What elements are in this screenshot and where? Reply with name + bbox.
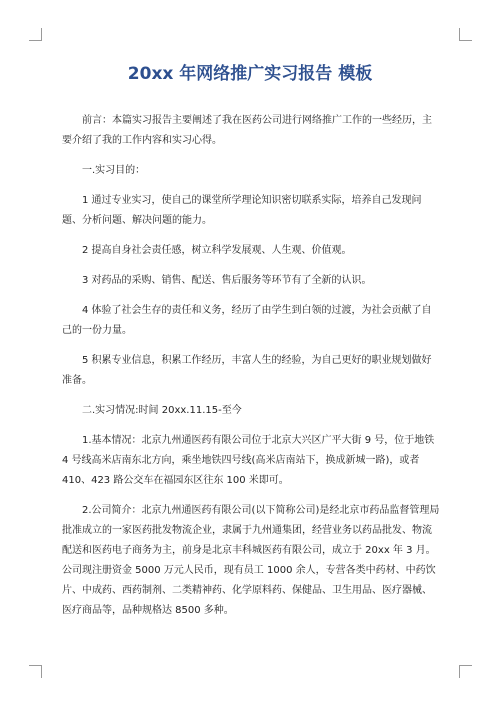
paragraph: 2 提高自身社会责任感，树立科学发展观、人生观、价值观。: [82, 245, 352, 256]
paragraph-section-heading: 一.实习目的：: [82, 165, 146, 176]
paragraph: 1 通过专业实习，使自己的课堂所学理论知识密切联系实际，培养自己发现问题、分析问题、解决问题的能力。: [62, 195, 422, 226]
paragraph-section-heading: 二.实习情况:时间 20xx.11.15-至今: [82, 405, 242, 416]
paragraph-preface: 前言：本篇实习报告主要阐述了我在医药公司进行网络推广工作的一些经历，主要介绍了我的工作内容和实习心得。: [62, 115, 432, 146]
document-title: 20xx 年网络推广实习报告 模板: [127, 64, 373, 84]
paragraph: 4 体验了社会生存的责任和义务，经历了由学生到白领的过渡，为社会贡献了自己的一份力量。: [62, 305, 432, 336]
document-body: [62, 111, 440, 631]
crop-mark-bottom-right: [459, 665, 472, 678]
crop-mark-top-right: [459, 28, 472, 41]
paragraph: 3 对药品的采购、销售、配送、售后服务等环节有了全新的认识。: [82, 275, 372, 286]
crop-mark-top-left: [29, 28, 42, 41]
paragraph: 2.公司简介：北京九州通医药有限公司(以下简称公司)是经北京市药品监督管理局批准成立的一家医药批发物流企业，隶属于九州通集团，经营业务以药品批发、物流配送和医药电子商务为主，前身是北京丰科城医药有限公司，成立于 20xx 年 3 月。公司现注册资金 5000 万元人民币，现有员工 1000 余人，专营各类中药材、中药饮片、中成药、西药制剂、二类精神药、化学原料药、保健品、卫生用品、医疗器械、医疗商品等，品种规格达 8500 多种。: [62, 505, 440, 616]
paragraph: 5 积累专业信息，积累工作经历，丰富人生的经验，为自己更好的职业规划做好准备。: [62, 355, 432, 386]
paragraph: 1.基本情况：北京九州通医药有限公司位于北京大兴区广平大街 9 号，位于地铁 4 号线高米店南东北方向，乘坐地铁四号线(高米店南站下，换成新城一路)，或者 410、423 路公交车在福园东区往东 100 米即可。: [62, 435, 435, 486]
crop-mark-bottom-left: [29, 665, 42, 678]
